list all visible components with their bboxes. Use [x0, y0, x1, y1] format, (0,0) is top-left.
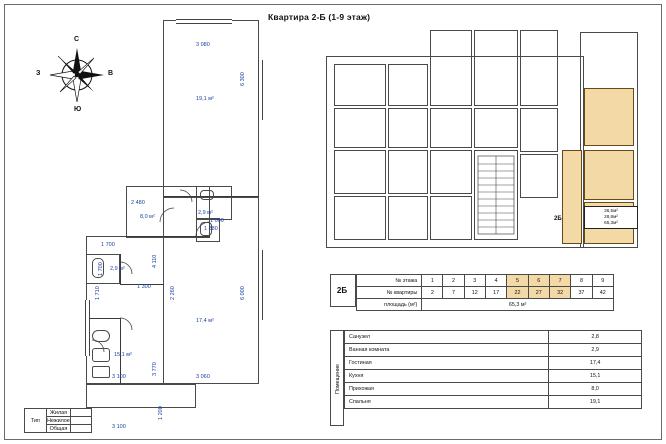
- unit: [474, 30, 518, 106]
- room-name: Гостиная: [345, 357, 549, 370]
- apt-cell: 17: [485, 287, 506, 299]
- legend-value: [71, 425, 92, 433]
- floor-cell: 4: [485, 275, 506, 287]
- legend-name: Общая: [46, 425, 71, 433]
- room-name: Спальня: [345, 396, 549, 409]
- apt-cell: 32: [549, 287, 570, 299]
- rooms-table: [344, 330, 642, 409]
- label-lounge-area: 17,4 м²: [196, 318, 214, 324]
- apt-area-line-1: 36,5м²: [604, 208, 618, 213]
- unit: [520, 154, 558, 198]
- dim-3100b: 3 100: [112, 424, 126, 430]
- compass-label-north: С: [74, 36, 80, 43]
- room-area: 2,8: [549, 331, 642, 344]
- dim-6000: 6 000: [240, 286, 246, 300]
- unit: [430, 196, 472, 240]
- unit: [430, 150, 472, 194]
- unit: [388, 150, 428, 194]
- apartment-area-badge: [584, 206, 638, 229]
- label-kitchen-area: 15,1 м²: [114, 352, 132, 358]
- apt-area-line-3: 65,3м²: [604, 220, 618, 226]
- window-right-2: [258, 250, 263, 320]
- unit: [334, 196, 386, 240]
- table-row: [345, 344, 642, 357]
- floor-cell: 1: [422, 275, 443, 287]
- floor-cell: 6: [528, 275, 549, 287]
- label-living-area: 19,1 м²: [196, 96, 214, 102]
- dim-1300: 1 300: [137, 284, 151, 290]
- dim-1700b: 1 700: [98, 262, 104, 276]
- door-arcs-2: [86, 240, 206, 390]
- room-area: 8,0: [549, 383, 642, 396]
- highlighted-apartment-corridor: [562, 150, 582, 244]
- unit: [388, 196, 428, 240]
- dim-3060: 3 060: [196, 374, 210, 380]
- compass-label-east: В: [108, 70, 114, 77]
- label-wc-area: 2,9 м²: [110, 266, 125, 272]
- dim-2260: 2 260: [170, 286, 176, 300]
- window-top: [176, 19, 232, 24]
- room-living-outline: [163, 20, 259, 198]
- apt-cell: 27: [528, 287, 549, 299]
- group-label: 2Б: [336, 286, 348, 295]
- window-right: [258, 60, 263, 120]
- unit: [388, 64, 428, 106]
- highlighted-apartment-room-3: [584, 88, 634, 146]
- unit: [334, 150, 386, 194]
- apartment-code: 2Б: [554, 216, 562, 222]
- dim-1710: 1 710: [95, 286, 101, 300]
- floor-cell: 3: [464, 275, 485, 287]
- table-row: [345, 357, 642, 370]
- dim-top: 3 080: [196, 42, 210, 48]
- unit: [520, 108, 558, 152]
- staircase-icon: [476, 154, 516, 236]
- table-row: [345, 331, 642, 344]
- room-name: Прихожая: [345, 383, 549, 396]
- table-row-floors: [357, 275, 614, 287]
- building-floorplan: [326, 26, 644, 252]
- floor-cell: 9: [592, 275, 613, 287]
- legend-name: Нежилое: [47, 417, 70, 424]
- apt-cell: 22: [507, 287, 528, 299]
- floor-cell: 5: [507, 275, 528, 287]
- highlighted-apartment-room-1: [584, 150, 634, 200]
- dim-1880: 1 880: [204, 226, 218, 232]
- dim-4110: 4 110: [152, 254, 158, 268]
- room-area: 17,4: [549, 357, 642, 370]
- table-row: [345, 383, 642, 396]
- rooms-side-label-text: Помещение: [335, 364, 341, 394]
- floor-table: [330, 274, 642, 311]
- legend-value: [71, 409, 92, 417]
- legend-name: Жилая: [46, 409, 71, 417]
- legend-value: [71, 417, 92, 425]
- apt-cell: 37: [571, 287, 592, 299]
- dim-3770: 3 770: [152, 362, 158, 376]
- legend-type-label: Тип: [25, 409, 47, 433]
- unit: [388, 108, 428, 148]
- room-area: 2,9: [549, 344, 642, 357]
- label-bath-area: 2,9 м²: [198, 210, 213, 216]
- room-name: Кухня: [345, 370, 549, 383]
- apt-cell: 42: [592, 287, 613, 299]
- row-label-apartment: № квартиры: [357, 287, 422, 299]
- apt-area-line-2: 28,8м²: [604, 214, 618, 220]
- dim-2480: 2 480: [131, 200, 145, 206]
- apt-cell: 2: [422, 287, 443, 299]
- floor-cell: 7: [549, 275, 570, 287]
- compass-rose: [36, 36, 114, 113]
- unit: [430, 30, 472, 106]
- table-row: [25, 409, 92, 417]
- apt-cell: 7: [443, 287, 464, 299]
- unit: [334, 108, 386, 148]
- room-area: 19,1: [549, 396, 642, 409]
- total-area-value: 65,3 м²: [422, 299, 614, 311]
- legend-table: [24, 408, 92, 433]
- table-row: [345, 396, 642, 409]
- dim-right-top: 6 300: [240, 72, 246, 86]
- label-hall-area: 8,0 м²: [140, 214, 155, 220]
- compass-label-west: З: [36, 70, 41, 77]
- page-title: Квартира 2-Б (1-9 этаж): [268, 12, 371, 22]
- row-label-area: площадь (м²): [357, 299, 422, 311]
- table-row: [345, 370, 642, 383]
- floor-cell: 2: [443, 275, 464, 287]
- unit: [520, 30, 558, 106]
- table-row-apartments: [357, 287, 614, 299]
- unit: [334, 64, 386, 106]
- apt-cell: 12: [464, 287, 485, 299]
- rooms-side-label: [330, 330, 344, 426]
- floor-cell: 8: [571, 275, 592, 287]
- dim-1000: 1 000: [210, 218, 224, 224]
- dim-3100a: 3 100: [112, 374, 126, 380]
- window-left: [85, 300, 90, 356]
- unit: [430, 108, 472, 148]
- compass-label-south: Ю: [74, 106, 82, 113]
- dim-1700a: 1 700: [101, 242, 115, 248]
- unit: [474, 108, 518, 148]
- room-name: Санузел: [345, 331, 549, 344]
- room-name: Ванная комната: [345, 344, 549, 357]
- table-row-area: [357, 299, 614, 311]
- room-area: 15,1: [549, 370, 642, 383]
- dim-1200: 1 200: [158, 406, 164, 420]
- row-label-floor: № этажа: [357, 275, 422, 287]
